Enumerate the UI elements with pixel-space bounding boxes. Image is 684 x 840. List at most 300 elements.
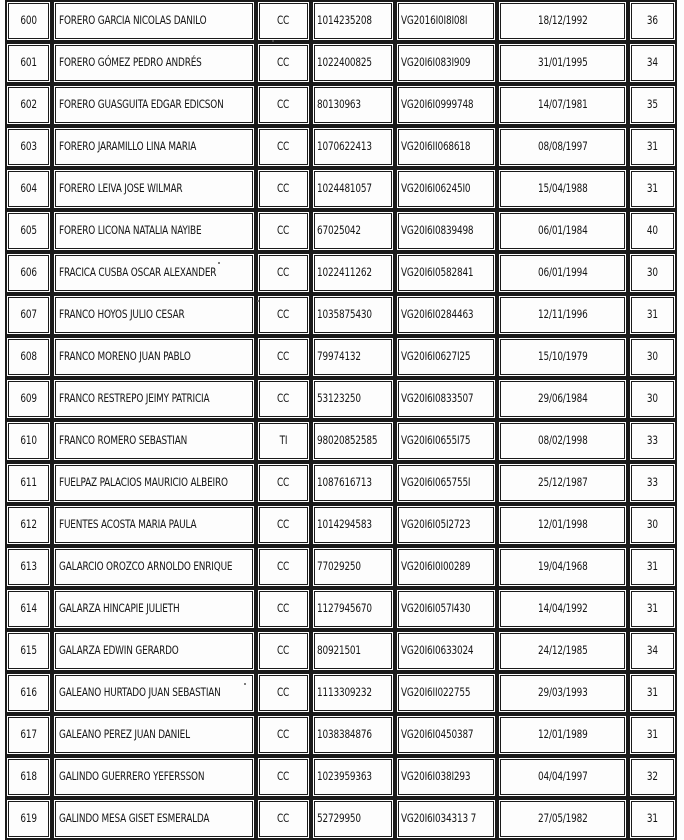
registration-code-cell	[395, 336, 497, 378]
birth-date: 14/07/1981	[537, 97, 588, 112]
birth-date: 29/03/1993	[537, 685, 588, 700]
full-name: FUENTES ACOSTA MARIA PAULA	[59, 517, 197, 532]
scan-speck	[244, 683, 246, 685]
birth-date: 18/12/1992	[537, 13, 588, 28]
id-type-cell	[256, 714, 311, 756]
row-number: 617	[20, 727, 37, 742]
id-type: CC	[277, 685, 290, 700]
registration-code-cell	[395, 378, 497, 420]
id-type-cell	[256, 294, 311, 336]
id-type-cell	[256, 210, 311, 252]
age-value-cell	[628, 210, 677, 252]
id-type-cell	[256, 672, 311, 714]
id-type: CC	[277, 223, 290, 238]
id-type: CC	[277, 181, 290, 196]
age-value: 31	[646, 181, 658, 196]
row-number-cell	[5, 42, 52, 84]
registration-code: VG20I6I05I2723	[400, 517, 471, 532]
full-name-cell	[52, 210, 256, 252]
id-number: 1087616713	[316, 475, 372, 490]
id-number-cell	[311, 42, 395, 84]
row-number-cell	[5, 630, 52, 672]
registration-code: VG20I6I0999748	[400, 97, 474, 112]
age-value-cell	[628, 252, 677, 294]
id-type: CC	[277, 97, 290, 112]
id-type-cell	[256, 126, 311, 168]
id-type-cell	[256, 168, 311, 210]
id-number: 79974132	[316, 349, 361, 364]
id-type: CC	[277, 643, 290, 658]
id-number: 1014294583	[316, 517, 372, 532]
birth-date-cell	[497, 546, 628, 588]
full-name-cell	[52, 588, 256, 630]
id-type-cell	[256, 378, 311, 420]
age-value: 36	[646, 13, 658, 28]
full-name: FRANCO HOYOS JULIO CESAR	[59, 307, 185, 322]
row-number-cell	[5, 798, 52, 840]
birth-date-cell	[497, 84, 628, 126]
table-row	[5, 714, 677, 756]
row-number: 618	[20, 769, 37, 784]
birth-date-cell	[497, 252, 628, 294]
id-type: TI	[279, 433, 288, 448]
table-row	[5, 126, 677, 168]
table-row	[5, 756, 677, 798]
full-name-cell	[52, 378, 256, 420]
full-name: FORERO GÓMEZ PEDRO ANDRÉS	[59, 55, 202, 70]
age-value-cell	[628, 0, 677, 42]
birth-date: 31/01/1995	[537, 55, 588, 70]
registration-code: VG20I6I0450387	[400, 727, 474, 742]
id-type-cell	[256, 630, 311, 672]
full-name-cell	[52, 0, 256, 42]
full-name: FORERO GUASGUITA EDGAR EDICSON	[59, 97, 224, 112]
age-value-cell	[628, 588, 677, 630]
row-number: 614	[20, 601, 37, 616]
row-number: 600	[20, 13, 37, 28]
scan-speck	[257, 300, 259, 302]
row-number: 612	[20, 517, 37, 532]
registration-code: VG20I6I038I293	[400, 769, 471, 784]
age-value-cell	[628, 714, 677, 756]
age-value: 40	[646, 223, 658, 238]
row-number: 607	[20, 307, 37, 322]
id-number: 52729950	[316, 811, 361, 826]
registration-code: VG20I6I0633024	[400, 643, 474, 658]
birth-date-cell	[497, 42, 628, 84]
full-name: GALINDO MESA GISET ESMERALDA	[59, 811, 210, 826]
id-number-cell	[311, 714, 395, 756]
registration-code-cell	[395, 798, 497, 840]
table-row	[5, 630, 677, 672]
row-number-cell	[5, 336, 52, 378]
row-number-cell	[5, 84, 52, 126]
id-number-cell	[311, 336, 395, 378]
registration-code-cell	[395, 588, 497, 630]
full-name-cell	[52, 546, 256, 588]
registration-code-cell	[395, 42, 497, 84]
row-number: 602	[20, 97, 37, 112]
row-number-cell	[5, 714, 52, 756]
full-name: GALEANO PEREZ JUAN DANIEL	[59, 727, 190, 742]
registration-code: VG20I6I065755I	[400, 475, 471, 490]
registration-code-cell	[395, 0, 497, 42]
birth-date: 08/08/1997	[537, 139, 588, 154]
birth-date-cell	[497, 378, 628, 420]
age-value: 35	[646, 97, 658, 112]
id-type: CC	[277, 727, 290, 742]
registration-code: VG20I6I0582841	[400, 265, 474, 280]
table-row	[5, 588, 677, 630]
age-value: 32	[646, 769, 658, 784]
id-number-cell	[311, 252, 395, 294]
age-value: 34	[646, 643, 658, 658]
id-type-cell	[256, 336, 311, 378]
birth-date-cell	[497, 0, 628, 42]
id-number-cell	[311, 84, 395, 126]
age-value: 31	[646, 307, 658, 322]
birth-date: 19/04/1968	[537, 559, 588, 574]
row-number-cell	[5, 588, 52, 630]
birth-date-cell	[497, 336, 628, 378]
row-number: 619	[20, 811, 37, 826]
birth-date-cell	[497, 420, 628, 462]
birth-date-cell	[497, 798, 628, 840]
id-number: 98020852585	[316, 433, 378, 448]
table-row	[5, 378, 677, 420]
table-row	[5, 252, 677, 294]
full-name-cell	[52, 294, 256, 336]
table-row	[5, 546, 677, 588]
row-number-cell	[5, 546, 52, 588]
registration-code: VG20I6I0655I75	[400, 433, 471, 448]
id-number: 1038384876	[316, 727, 372, 742]
row-number-cell	[5, 378, 52, 420]
full-name-cell	[52, 714, 256, 756]
registration-code-cell	[395, 672, 497, 714]
id-number-cell	[311, 378, 395, 420]
id-type: CC	[277, 55, 290, 70]
id-number-cell	[311, 420, 395, 462]
table-row	[5, 336, 677, 378]
row-number: 610	[20, 433, 37, 448]
row-number: 615	[20, 643, 37, 658]
birth-date-cell	[497, 756, 628, 798]
id-number: 1127945670	[316, 601, 372, 616]
registration-code-cell	[395, 168, 497, 210]
age-value: 30	[646, 349, 658, 364]
full-name-cell	[52, 126, 256, 168]
birth-date-cell	[497, 462, 628, 504]
id-number: 1113309232	[316, 685, 372, 700]
full-name-cell	[52, 798, 256, 840]
row-number: 611	[20, 475, 37, 490]
registration-code: VG20I6I0627I25	[400, 349, 471, 364]
id-number-cell	[311, 546, 395, 588]
registration-code-cell	[395, 84, 497, 126]
registration-code: VG20I6I06245I0	[400, 181, 471, 196]
row-number: 616	[20, 685, 37, 700]
full-name: FORERO LEIVA JOSE WILMAR	[59, 181, 183, 196]
table-row	[5, 672, 677, 714]
id-type-cell	[256, 252, 311, 294]
age-value: 33	[646, 475, 658, 490]
id-type: CC	[277, 559, 290, 574]
full-name: GALARZA EDWIN GERARDO	[59, 643, 179, 658]
roster-table-body	[5, 0, 677, 840]
id-type: CC	[277, 139, 290, 154]
full-name: GALINDO GUERRERO YEFERSSON	[59, 769, 205, 784]
row-number-cell	[5, 672, 52, 714]
table-row	[5, 84, 677, 126]
age-value: 31	[646, 685, 658, 700]
id-type: CC	[277, 769, 290, 784]
age-value-cell	[628, 630, 677, 672]
id-number-cell	[311, 504, 395, 546]
id-type: CC	[277, 349, 290, 364]
age-value-cell	[628, 462, 677, 504]
full-name: FRANCO RESTREPO JEIMY PATRICIA	[59, 391, 210, 406]
registration-code: VG20I6II022755	[400, 685, 471, 700]
id-number: 1070622413	[316, 139, 372, 154]
roster-table	[5, 0, 677, 840]
birth-date: 24/12/1985	[537, 643, 588, 658]
id-number-cell	[311, 0, 395, 42]
birth-date: 12/01/1998	[537, 517, 588, 532]
full-name: FORERO GARCIA NICOLAS DANILO	[59, 13, 207, 28]
id-number: 77029250	[316, 559, 361, 574]
id-number: 1035875430	[316, 307, 372, 322]
id-number: 1022400825	[316, 55, 372, 70]
age-value-cell	[628, 420, 677, 462]
id-type: CC	[277, 811, 290, 826]
registration-code-cell	[395, 126, 497, 168]
row-number-cell	[5, 420, 52, 462]
age-value: 31	[646, 811, 658, 826]
scan-speck	[218, 262, 220, 264]
age-value-cell	[628, 336, 677, 378]
id-type: CC	[277, 265, 290, 280]
birth-date: 12/01/1989	[537, 727, 588, 742]
age-value-cell	[628, 294, 677, 336]
birth-date: 29/06/1984	[537, 391, 588, 406]
registration-code-cell	[395, 504, 497, 546]
row-number-cell	[5, 0, 52, 42]
age-value: 31	[646, 601, 658, 616]
registration-code: VG20I6I0833507	[400, 391, 474, 406]
full-name-cell	[52, 84, 256, 126]
birth-date-cell	[497, 714, 628, 756]
row-number-cell	[5, 756, 52, 798]
id-type: CC	[277, 13, 290, 28]
birth-date: 06/01/1984	[537, 223, 588, 238]
id-number-cell	[311, 294, 395, 336]
id-number-cell	[311, 462, 395, 504]
age-value: 30	[646, 517, 658, 532]
table-row	[5, 0, 677, 42]
id-number: 53123250	[316, 391, 361, 406]
id-type: CC	[277, 391, 290, 406]
table-row	[5, 462, 677, 504]
birth-date-cell	[497, 294, 628, 336]
id-number: 80921501	[316, 643, 361, 658]
age-value: 31	[646, 727, 658, 742]
registration-code-cell	[395, 630, 497, 672]
age-value-cell	[628, 756, 677, 798]
birth-date: 04/04/1997	[537, 769, 588, 784]
full-name: FUELPAZ PALACIOS MAURICIO ALBEIRO	[59, 475, 228, 490]
id-type-cell	[256, 798, 311, 840]
registration-code: VG20I6I034313 7	[400, 811, 476, 826]
registration-code-cell	[395, 210, 497, 252]
id-type: CC	[277, 517, 290, 532]
full-name: GALARZA HINCAPIE JULIETH	[59, 601, 180, 616]
row-number: 601	[20, 55, 37, 70]
id-number-cell	[311, 756, 395, 798]
id-type-cell	[256, 420, 311, 462]
age-value: 33	[646, 433, 658, 448]
age-value-cell	[628, 168, 677, 210]
registration-code: VG20I6I057I430	[400, 601, 471, 616]
id-number: 1024481057	[316, 181, 372, 196]
row-number-cell	[5, 252, 52, 294]
age-value-cell	[628, 546, 677, 588]
registration-code: VG20I6I083I909	[400, 55, 471, 70]
id-type-cell	[256, 84, 311, 126]
row-number: 613	[20, 559, 37, 574]
age-value: 31	[646, 559, 658, 574]
age-value-cell	[628, 504, 677, 546]
id-type: CC	[277, 307, 290, 322]
full-name-cell	[52, 504, 256, 546]
id-number: 67025042	[316, 223, 361, 238]
table-row	[5, 294, 677, 336]
row-number: 604	[20, 181, 37, 196]
table-row	[5, 210, 677, 252]
birth-date: 15/10/1979	[537, 349, 588, 364]
age-value-cell	[628, 798, 677, 840]
row-number-cell	[5, 126, 52, 168]
age-value: 31	[646, 139, 658, 154]
id-number: 1022411262	[316, 265, 372, 280]
row-number-cell	[5, 504, 52, 546]
birth-date-cell	[497, 672, 628, 714]
full-name-cell	[52, 672, 256, 714]
row-number: 603	[20, 139, 37, 154]
row-number-cell	[5, 168, 52, 210]
birth-date: 15/04/1988	[537, 181, 588, 196]
table-row	[5, 420, 677, 462]
birth-date: 12/11/1996	[537, 307, 588, 322]
id-type-cell	[256, 546, 311, 588]
birth-date-cell	[497, 168, 628, 210]
full-name-cell	[52, 420, 256, 462]
birth-date-cell	[497, 126, 628, 168]
registration-code: VG20I6I0839498	[400, 223, 474, 238]
full-name-cell	[52, 462, 256, 504]
registration-code: VG20I6I0284463	[400, 307, 474, 322]
id-number: 1023959363	[316, 769, 372, 784]
id-number-cell	[311, 126, 395, 168]
age-value: 30	[646, 391, 658, 406]
id-number-cell	[311, 210, 395, 252]
full-name-cell	[52, 336, 256, 378]
id-type-cell	[256, 462, 311, 504]
id-type: CC	[277, 475, 290, 490]
id-type-cell	[256, 0, 311, 42]
registration-code-cell	[395, 462, 497, 504]
id-number: 80130963	[316, 97, 361, 112]
birth-date-cell	[497, 504, 628, 546]
birth-date: 08/02/1998	[537, 433, 588, 448]
birth-date: 25/12/1987	[537, 475, 588, 490]
registration-code: VG20I6II068618	[400, 139, 471, 154]
registration-code-cell	[395, 294, 497, 336]
registration-code: VG20I6I0I00289	[400, 559, 471, 574]
birth-date: 06/01/1994	[537, 265, 588, 280]
birth-date: 14/04/1992	[537, 601, 588, 616]
age-value-cell	[628, 84, 677, 126]
birth-date-cell	[497, 588, 628, 630]
full-name: GALARCIO OROZCO ARNOLDO ENRIQUE	[59, 559, 233, 574]
birth-date: 27/05/1982	[537, 811, 588, 826]
full-name: GALEANO HURTADO JUAN SEBASTIAN	[59, 685, 221, 700]
birth-date-cell	[497, 210, 628, 252]
id-type-cell	[256, 588, 311, 630]
row-number: 608	[20, 349, 37, 364]
row-number: 606	[20, 265, 37, 280]
table-row	[5, 168, 677, 210]
table-row	[5, 798, 677, 840]
age-value-cell	[628, 126, 677, 168]
registration-code: VG2016I0I8I08I	[400, 13, 467, 28]
full-name: FRACICA CUSBA OSCAR ALEXANDER	[59, 265, 217, 280]
row-number-cell	[5, 210, 52, 252]
table-row	[5, 504, 677, 546]
id-type-cell	[256, 42, 311, 84]
registration-code-cell	[395, 252, 497, 294]
id-type-cell	[256, 504, 311, 546]
age-value-cell	[628, 42, 677, 84]
birth-date-cell	[497, 630, 628, 672]
id-type: CC	[277, 601, 290, 616]
row-number: 605	[20, 223, 37, 238]
age-value: 30	[646, 265, 658, 280]
age-value: 34	[646, 55, 658, 70]
full-name: FRANCO MORENO JUAN PABLO	[59, 349, 191, 364]
registration-code-cell	[395, 756, 497, 798]
id-number-cell	[311, 168, 395, 210]
age-value-cell	[628, 378, 677, 420]
table-row	[5, 42, 677, 84]
registration-code-cell	[395, 546, 497, 588]
full-name-cell	[52, 252, 256, 294]
age-value-cell	[628, 672, 677, 714]
id-number-cell	[311, 588, 395, 630]
row-number-cell	[5, 462, 52, 504]
id-number-cell	[311, 798, 395, 840]
row-number: 609	[20, 391, 37, 406]
full-name: FORERO LICONA NATALIA NAYIBE	[59, 223, 202, 238]
id-number-cell	[311, 630, 395, 672]
row-number-cell	[5, 294, 52, 336]
registration-code-cell	[395, 420, 497, 462]
scan-speck	[272, 40, 274, 42]
full-name-cell	[52, 42, 256, 84]
full-name: FORERO JARAMILLO LINA MARIA	[59, 139, 197, 154]
full-name-cell	[52, 168, 256, 210]
full-name-cell	[52, 630, 256, 672]
